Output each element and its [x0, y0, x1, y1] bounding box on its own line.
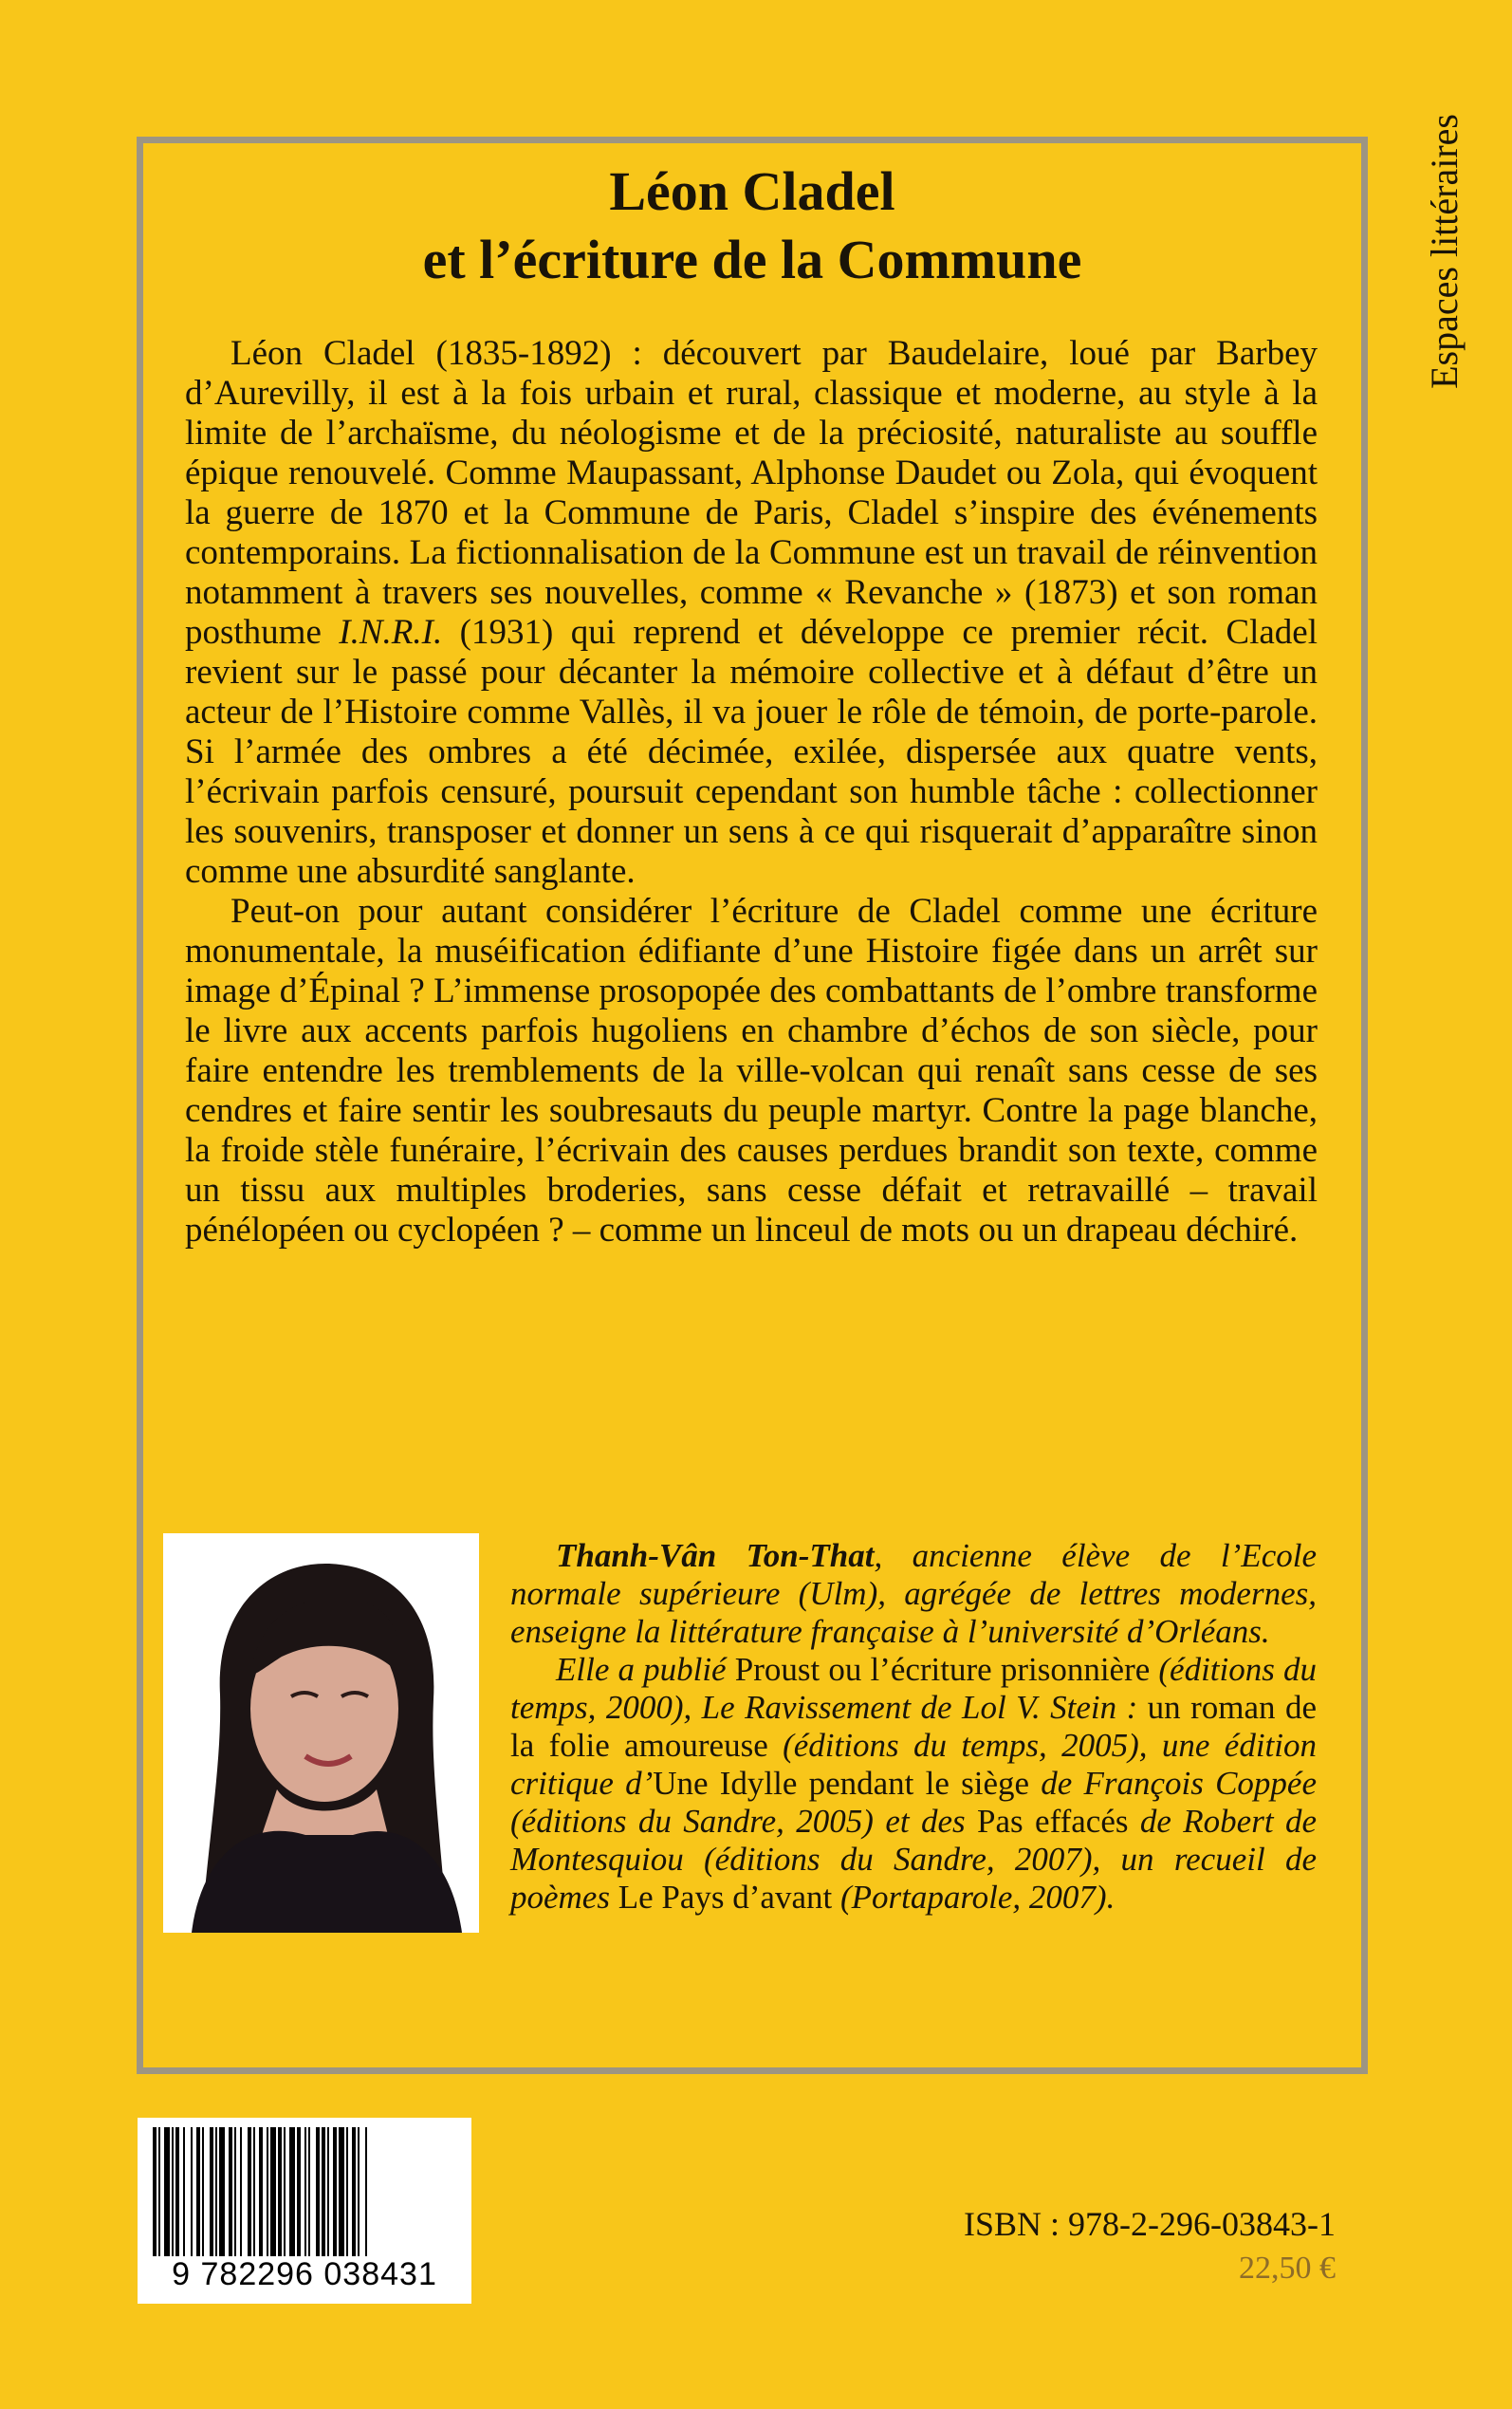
- barcode-bar: [365, 2127, 367, 2256]
- pub-text-6: de François Coppée (éditions du Sandre, 2005) et des: [510, 1765, 1317, 1840]
- spine-text: Espaces littéraires: [1422, 114, 1466, 389]
- barcode-bar: [158, 2127, 160, 2256]
- barcode-bar: [289, 2127, 295, 2256]
- barcode-bar: [175, 2127, 179, 2256]
- author-photo: [163, 1533, 479, 1933]
- author-bio: [510, 1537, 1317, 1917]
- barcode-bar: [278, 2127, 282, 2256]
- barcode-bar: [202, 2127, 204, 2256]
- barcode-bar: [267, 2127, 268, 2256]
- price: 22,50 €: [1239, 2251, 1336, 2286]
- barcode-bar: [229, 2127, 232, 2256]
- barcode-bar: [253, 2127, 255, 2256]
- summary-paragraph-2: Peut-on pour autant considérer l’écriture de Cladel comme une écriture monumentale, la muséification édifiante d’une Histoire figée dans un arrêt sur image d’Épinal ? L’immense prosopopée des combattants de l’ombre transforme le livre aux accents parfois hugoliens en chambre d’échos de son siècle, pour faire entendre les tremblements de la ville-volcan qui renaît sans cesse de ses cendres et faire sentir les soubresauts du peuple martyr. Contre la page blanche, la froide stèle funéraire, l’écrivain des causes perdues brandit son texte, comme un tissu aux multiples broderies, sans cesse défait et retravaillé – travail pénélopéen ou cyclopéen ? – comme un linceul de mots ou un drapeau déchiré.: [185, 892, 1318, 1250]
- pub-text-8: de Robert de Montesquiou (éditions du Sandre, 2007), un recueil de poèmes: [510, 1803, 1317, 1916]
- pub-title-pays: Le Pays d’avant: [618, 1879, 833, 1916]
- barcode-bar: [248, 2127, 251, 2256]
- pub-title-pas-effaces: Pas effacés: [977, 1803, 1129, 1840]
- author-intro: [510, 1537, 1317, 1651]
- pub-title-roman: un roman de la folie amoureuse: [510, 1689, 1317, 1764]
- barcode-digits: 9 782296 038431: [172, 2256, 437, 2292]
- barcode-bar: [215, 2127, 217, 2256]
- summary-paragraph-1: [185, 334, 1318, 892]
- pub-text-10: (Portaparole, 2007).: [832, 1879, 1116, 1916]
- barcode-bar: [270, 2127, 276, 2256]
- pub-title-idylle: Une Idylle pendant le siège: [653, 1765, 1030, 1802]
- title-line-1: Léon Cladel: [609, 160, 895, 222]
- pub-text-0: Elle a publié: [556, 1651, 735, 1688]
- title-line-2: et l’écriture de la Commune: [422, 229, 1082, 290]
- inri-title: I.N.R.I.: [339, 613, 443, 652]
- pub-text-4: (éditions du temps, 2005), une édition critique d’: [510, 1727, 1317, 1802]
- barcode-bar: [346, 2127, 348, 2256]
- barcode: [138, 2118, 471, 2304]
- barcode-bars: [153, 2127, 456, 2260]
- barcode-bar: [339, 2127, 344, 2256]
- barcode-bar: [352, 2127, 356, 2256]
- summary-p1-part-2: (1931) qui reprend et développe ce premier récit. Cladel revient sur le passé pour décanter la mémoire collective et à défaut d’être un acteur de l’Histoire comme Vallès, il va jouer le rôle de témoin, de porte-parole. Si l’armée des ombres a été décimée, exilée, dispersée aux quatre vents, l’écrivain parfois censuré, poursuit cependant son humble tâche : collectionner les souvenirs, transposer et donner un sens à ce qui risquerait d’apparaître sinon comme une absurdité sanglante.: [185, 613, 1318, 891]
- barcode-bar: [308, 2127, 310, 2256]
- isbn: ISBN : 978-2-296-03843-1: [964, 2205, 1336, 2243]
- barcode-bar: [196, 2127, 200, 2256]
- pub-text-2: (éditions du temps, 2000), Le Ravissement de Lol V. Stein :: [510, 1651, 1317, 1726]
- barcode-bar: [322, 2127, 325, 2256]
- book-title: [137, 158, 1368, 294]
- barcode-bar: [284, 2127, 286, 2256]
- author-publications: [510, 1651, 1317, 1917]
- summary-text: [185, 334, 1318, 1251]
- barcode-bar: [240, 2127, 242, 2256]
- author-bio-text: , ancienne élève de l’Ecole normale supérieure (Ulm), agrégée de lettres modernes, enseigne la littérature française à l’université d’Orléans.: [510, 1537, 1317, 1650]
- spine-collection-label: [1415, 114, 1472, 493]
- barcode-bar: [327, 2127, 329, 2256]
- summary-p1-part-1: Léon Cladel (1835-1892) : découvert par Baudelaire, loué par Barbey d’Aurevilly, il est à la fois urbain et rural, classique et moderne, au style à la limite de l’archaïsme, du néologisme et de la préciosité, naturaliste au souffle épique renouvelé. Comme Maupassant, Alphonse Daudet ou Zola, qui évoquent la guerre de 1870 et la Commune de Paris, Cladel s’inspire des événements contemporains. La fictionnalisation de la Commune est un travail de réinvention notamment à travers ses nouvelles, comme « Revanche » (1873) et son roman posthume: [185, 334, 1318, 652]
- barcode-bar: [358, 2127, 360, 2256]
- barcode-bar: [172, 2127, 174, 2256]
- barcode-bar: [316, 2127, 320, 2256]
- barcode-bar: [164, 2127, 170, 2256]
- author-portrait-image: [163, 1533, 479, 1933]
- barcode-bar: [259, 2127, 263, 2256]
- barcode-bar: [333, 2127, 337, 2256]
- barcode-bar: [234, 2127, 236, 2256]
- author-name: Thanh-Vân Ton-That: [556, 1537, 875, 1574]
- barcode-bar: [304, 2127, 306, 2256]
- pub-title-proust: Proust ou l’écriture prisonnière: [734, 1651, 1151, 1688]
- barcode-bar: [219, 2127, 225, 2256]
- barcode-bar: [297, 2127, 301, 2256]
- barcode-bar: [153, 2127, 157, 2256]
- barcode-bar: [183, 2127, 185, 2256]
- barcode-bar: [210, 2127, 213, 2256]
- barcode-bar: [191, 2127, 193, 2256]
